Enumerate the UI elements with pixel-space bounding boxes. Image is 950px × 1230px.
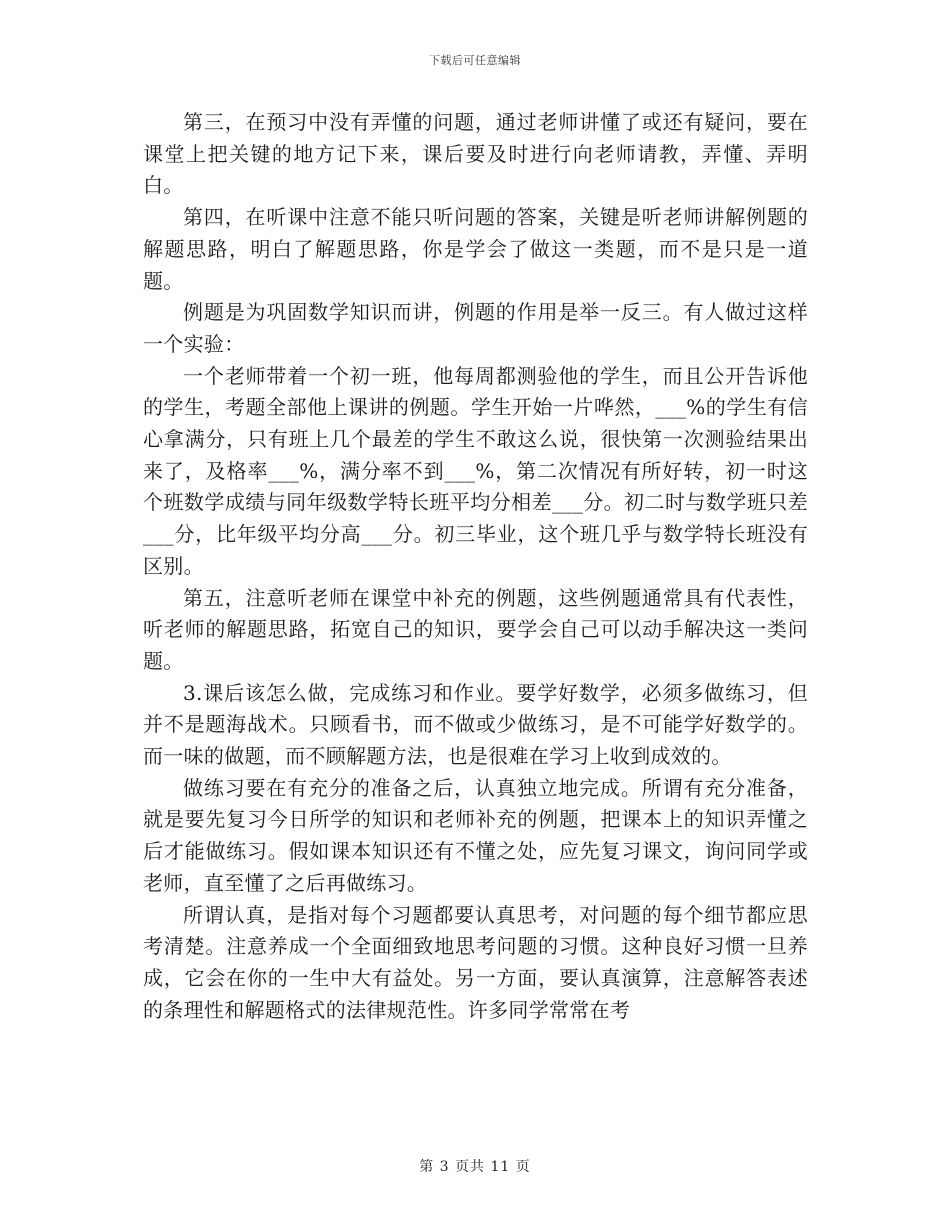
paragraph-fourth-point: 第四，在听课中注意不能只听问题的答案，关键是听老师讲解例题的解题思路，明白了解题思路，你是学会了做这一类题，而不是只是一道题。 xyxy=(143,205,808,293)
paragraph-third-point: 第三，在预习中没有弄懂的问题，通过老师讲懂了或还有疑问，要在课堂上把关键的地方记下来，课后要及时进行向老师请教，弄懂、弄明白。 xyxy=(143,110,808,198)
paragraph-experiment: 一个老师带着一个初一班，他每周都测验他的学生，而且公开告诉他的学生，考题全部他上课讲的例题。学生开始一片哗然，___%的学生有信心拿满分，只有班上几个最差的学生不敢这么说，很快第一次测验结果出来了，及格率___%，满分率不到___%，第二次情况有所好转，初一时这个班数学成绩与同年级数学特长班平均分相差___分。初二时与数学班只差___分，比年级平均分高___分。初三毕业，这个班几乎与数学特长班没有区别。 xyxy=(143,363,808,578)
paragraph-careful-thinking: 所谓认真，是指对每个习题都要认真思考，对问题的每个细节都应思考清楚。注意养成一个全面细致地思考问题的习惯。这种良好习惯一旦养成，它会在你的一生中大有益处。另一方面，要认真演算，注意解答表述的条理性和解题格式的法律规范性。许多同学常常在考 xyxy=(143,902,808,1022)
page-number: 第 3 页共 11 页 xyxy=(419,1159,531,1175)
paragraph-example-purpose: 例题是为巩固数学知识而讲，例题的作用是举一反三。有人做过这样一个实验： xyxy=(143,300,808,356)
document-body xyxy=(143,107,808,1026)
paragraph-practice-preparation: 做练习要在有充分的准备之后，认真独立地完成。所谓有充分准备，就是要先复习今日所学的知识和老师补充的例题，把课本上的知识弄懂之后才能做练习。假如课本知识还有不懂之处，应先复习课文，询问同学或老师，直至懂了之后再做练习。 xyxy=(143,775,808,895)
page-header: 下载后可任意编辑 xyxy=(429,54,521,67)
paragraph-fifth-point: 第五，注意听老师在课堂中补充的例题，这些例题通常具有代表性，听老师的解题思路，拓宽自己的知识，要学会自己可以动手解决这一类问题。 xyxy=(143,585,808,673)
paragraph-after-class: 3.课后该怎么做，完成练习和作业。要学好数学，必须多做练习，但并不是题海战术。只顾看书，而不做或少做练习，是不可能学好数学的。而一味的做题，而不顾解题方法，也是很难在学习上收到成效的。 xyxy=(143,680,808,769)
